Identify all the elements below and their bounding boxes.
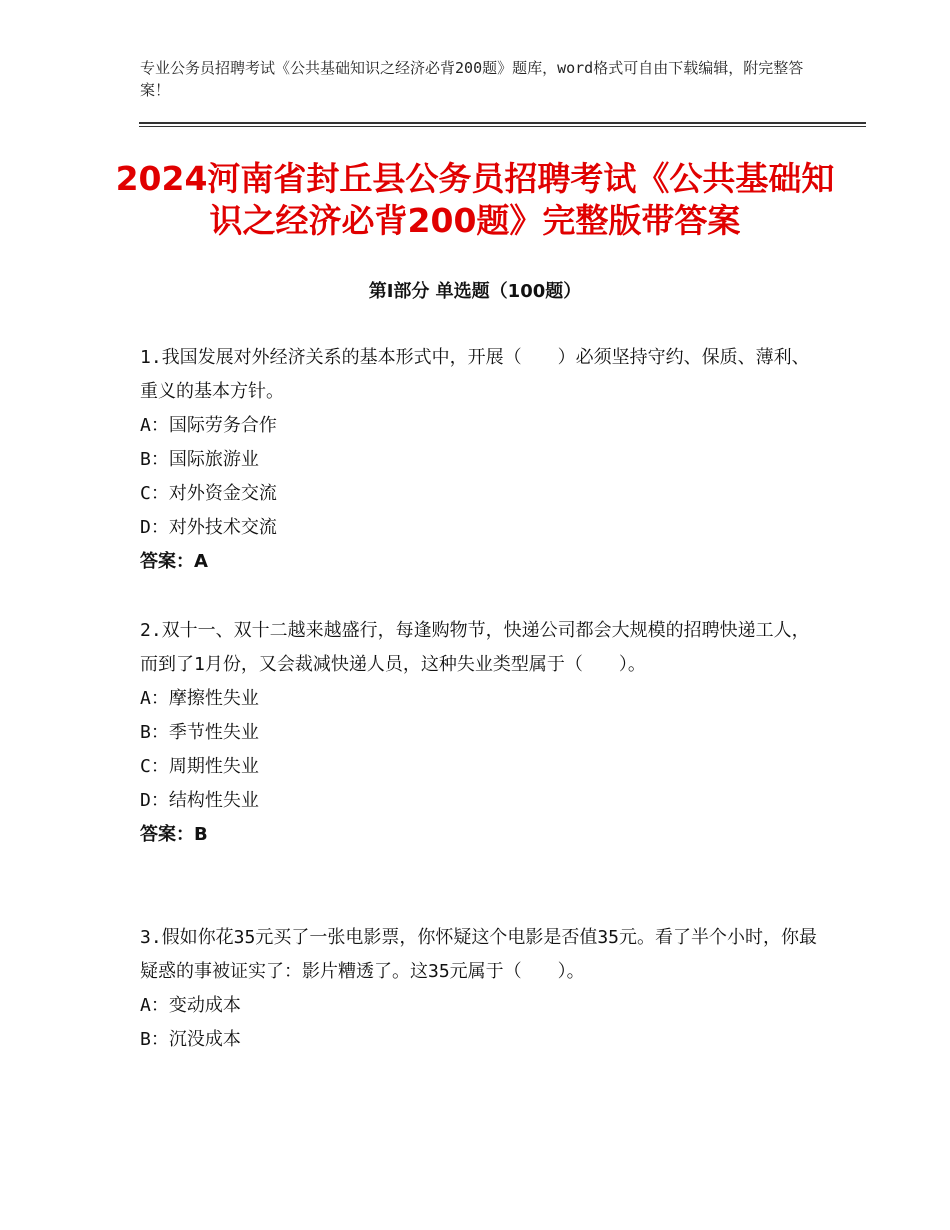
question-stem: 2.双十一、双十二越来越盛行，每逢购物节，快递公司都会大规模的招聘快递工人，而到了1月份，又会裁减快递人员，这种失业类型属于（ ）。 xyxy=(140,620,810,675)
question-3 xyxy=(140,921,820,1057)
question-stem: 3.假如你花35元买了一张电影票，你怀疑这个电影是否值35元。看了半个小时，你最疑惑的事被证实了：影片糟透了。这35元属于（ ）。 xyxy=(140,927,818,982)
option-c: C：周期性失业 xyxy=(140,756,259,777)
answer: 答案：B xyxy=(140,824,208,845)
header-rule-thin xyxy=(139,126,866,127)
question-stem: 1.我国发展对外经济关系的基本形式中，开展（ ）必须坚持守约、保质、薄利、重义的基本方针。 xyxy=(140,347,810,402)
option-a: A：变动成本 xyxy=(140,995,241,1016)
option-b: B：国际旅游业 xyxy=(140,449,259,470)
answer: 答案：A xyxy=(140,551,208,572)
option-d: D：对外技术交流 xyxy=(140,517,277,538)
option-a: A：国际劳务合作 xyxy=(140,415,277,436)
option-c: C：对外资金交流 xyxy=(140,483,277,504)
option-b: B：季节性失业 xyxy=(140,722,259,743)
document-title: 2024河南省封丘县公务员招聘考试《公共基础知识之经济必背200题》完整版带答案 xyxy=(115,159,835,240)
option-b: B：沉没成本 xyxy=(140,1029,241,1050)
question-2 xyxy=(140,614,820,852)
header-rule-thick xyxy=(139,122,866,124)
header-note: 专业公务员招聘考试《公共基础知识之经济必背200题》题库，word格式可自由下载编辑，附完整答案！ xyxy=(140,59,804,99)
question-1 xyxy=(140,341,820,579)
option-a: A：摩擦性失业 xyxy=(140,688,259,709)
section-title: 第Ⅰ部分 单选题（100题） xyxy=(368,281,582,302)
option-d: D：结构性失业 xyxy=(140,790,259,811)
